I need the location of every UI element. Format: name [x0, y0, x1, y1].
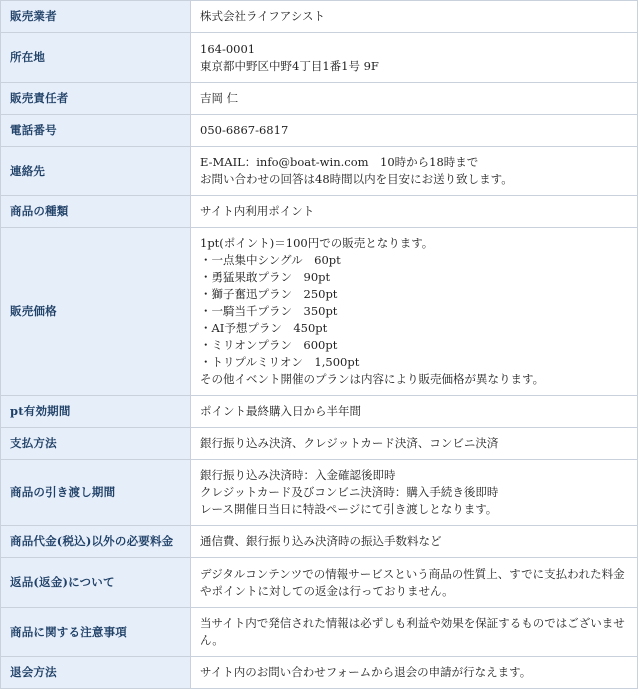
address-label: 所在地	[1, 33, 191, 83]
row-point-validity	[1, 396, 638, 428]
row-withdrawal	[1, 657, 638, 689]
product-type-value	[191, 196, 638, 228]
payment-label: 支払方法	[1, 428, 191, 460]
point-validity-value	[191, 396, 638, 428]
manager-label: 販売責任者	[1, 83, 191, 115]
product-notice-label: 商品に関する注意事項	[1, 608, 191, 657]
row-phone	[1, 115, 638, 147]
refund-text: デジタルコンテンツでの情報サービスという商品の性質上、すでに支払われた料金やポイントに対しての返金は行っておりません。	[200, 566, 625, 598]
row-delivery	[1, 460, 638, 526]
phone-label: 電話番号	[1, 115, 191, 147]
product-notice-text: 当サイト内で発信された情報は必ずしも利益や効果を保証するものではございません。	[200, 616, 625, 647]
row-payment	[1, 428, 638, 460]
seller-value	[191, 1, 638, 33]
row-manager	[1, 83, 638, 115]
extra-fees-label: 商品代金(税込)以外の必要料金	[1, 526, 191, 558]
payment-methods: 銀行振り込み決済、クレジットカード決済、コンビニ決済	[200, 436, 499, 450]
delivery-card: クレジットカード及びコンビニ決済時：購入手続き後即時	[200, 485, 499, 499]
withdrawal-text: サイト内のお問い合わせフォームから退会の申請が行なえます。	[200, 665, 532, 679]
refund-label: 返品(返金)について	[1, 558, 191, 608]
price-label: 販売価格	[1, 228, 191, 396]
point-validity-label: pt有効期間	[1, 396, 191, 428]
row-product-notice	[1, 608, 638, 657]
price-plan-item: ・ミリオンプラン 600pt	[200, 338, 338, 352]
price-plan-item: ・勇猛果敢プラン 90pt	[200, 270, 331, 284]
postal-code: 164-0001	[200, 41, 256, 56]
payment-value	[191, 428, 638, 460]
extra-fees-text: 通信費、銀行振り込み決済時の振込手数料など	[200, 534, 442, 548]
manager-value	[191, 83, 638, 115]
price-value	[191, 228, 638, 396]
row-refund	[1, 558, 638, 608]
delivery-race-day: レース開催日当日に特設ページにて引き渡しとなります。	[200, 502, 498, 516]
price-plan-item: ・獅子奮迅プラン 250pt	[200, 287, 338, 301]
contact-email: E-MAIL：info@boat-win.com 10時から18時まで	[200, 155, 479, 169]
extra-fees-value	[191, 526, 638, 558]
delivery-bank: 銀行振り込み決済時：入金確認後即時	[200, 468, 396, 482]
withdrawal-label: 退会方法	[1, 657, 191, 689]
contact-label: 連絡先	[1, 147, 191, 196]
street-address: 東京都中野区中野4丁目1番1号 9F	[200, 58, 379, 73]
product-type-text: サイト内利用ポイント	[200, 204, 315, 218]
delivery-label: 商品の引き渡し期間	[1, 460, 191, 526]
price-rate: 1pt(ポイント)＝100円での販売となります。	[200, 236, 434, 250]
withdrawal-value	[191, 657, 638, 689]
contact-response-note: お問い合わせの回答は48時間以内を目安にお送り致します。	[200, 172, 513, 186]
product-notice-value	[191, 608, 638, 657]
row-seller	[1, 1, 638, 33]
row-product-type	[1, 196, 638, 228]
seller-label: 販売業者	[1, 1, 191, 33]
row-extra-fees	[1, 526, 638, 558]
refund-value	[191, 558, 638, 608]
phone-value	[191, 115, 638, 147]
product-type-label: 商品の種類	[1, 196, 191, 228]
point-validity-text: ポイント最終購入日から半年間	[200, 404, 361, 418]
contact-value	[191, 147, 638, 196]
price-event-note: その他イベント開催のプランは内容により販売価格が異なります。	[200, 372, 545, 386]
manager-name: 吉岡 仁	[200, 91, 239, 105]
price-plan-item: ・一点集中シングル 60pt	[200, 253, 341, 267]
row-contact	[1, 147, 638, 196]
phone-number: 050-6867-6817	[200, 123, 289, 137]
address-value	[191, 33, 638, 83]
price-plan-item: ・トリプルミリオン 1,500pt	[200, 355, 360, 369]
price-plan-item: ・AI予想プラン 450pt	[200, 321, 328, 335]
price-plan-item: ・一騎当千プラン 350pt	[200, 304, 338, 318]
row-price	[1, 228, 638, 396]
seller-name: 株式会社ライフアシスト	[200, 9, 326, 23]
row-address	[1, 33, 638, 83]
delivery-value	[191, 460, 638, 526]
